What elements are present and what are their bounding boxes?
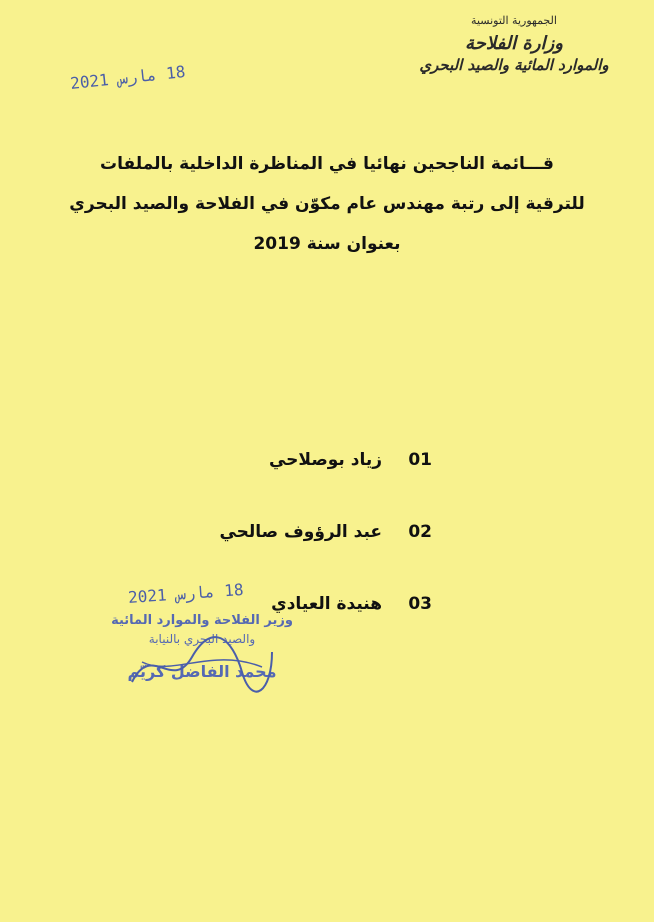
letterhead-ministry: وزارة الفلاحة [465, 33, 563, 54]
date-stamp-top: 18 مارس 2021 [69, 62, 187, 93]
successful-candidates-list [200, 424, 432, 640]
list-item [200, 496, 432, 568]
title-line-2: للترقية إلى رتبة مهندس عام مكوّن في الفلاحة والصيد البحري [69, 194, 585, 214]
list-item-number: 03 [408, 594, 432, 614]
list-item-name: عبد الرؤوف صالحي [219, 522, 382, 542]
list-item [200, 424, 432, 496]
letterhead [414, 14, 614, 74]
list-item-number: 01 [408, 450, 432, 470]
signature-stamp [92, 612, 312, 681]
signature-name: محمد الفاضل كريّم [127, 662, 277, 681]
date-stamp-bottom: 18 مارس 2021 [127, 579, 245, 608]
signature-title-line-2: والصيد البحري بالنيابة [148, 632, 256, 646]
list-item-name: زياد بوصلاحي [268, 450, 382, 470]
document-title [60, 144, 594, 264]
letterhead-ministry-sub: والموارد المائية والصيد البحري [419, 56, 609, 74]
title-line-1: قـــائمة الناجحين نهائيا في المناظرة الداخلية بالملفات [100, 154, 554, 174]
list-item-name: هنيدة العيادي [271, 594, 382, 614]
signature-title-line-1: وزير الفلاحة والموارد المائية [111, 613, 293, 628]
title-line-3: بعنوان سنة 2019 [253, 234, 401, 254]
list-item-number: 02 [408, 522, 432, 542]
letterhead-republic: الجمهورية التونسية [471, 14, 557, 27]
signature-scribble-icon [122, 632, 282, 702]
